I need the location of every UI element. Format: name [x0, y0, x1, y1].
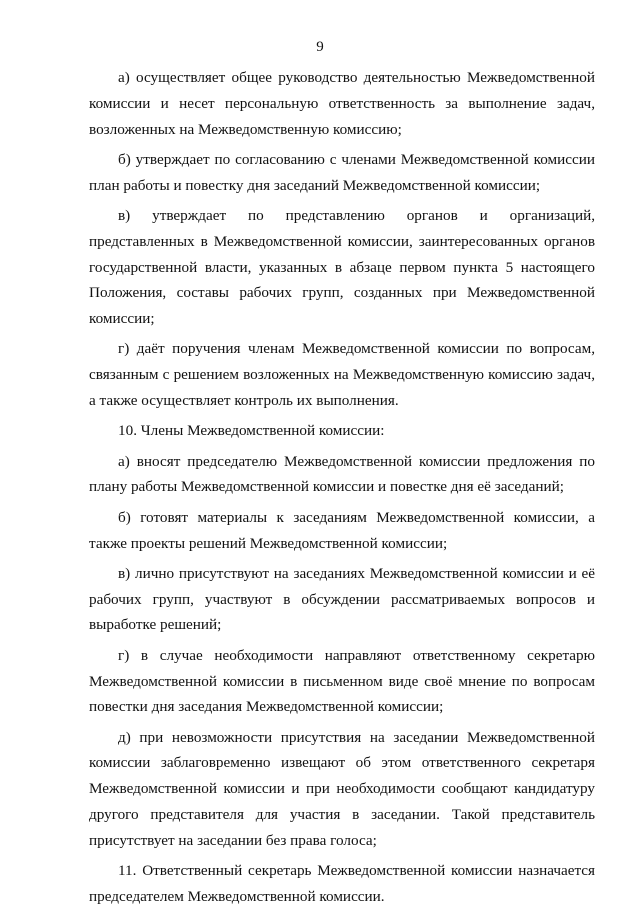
paragraph-9g: г) даёт поручения членам Межведомственной комиссии по вопросам, связанным с решением возложенных на Межведомственную комиссию задач, а также осуществляет контроль их выполнения. — [89, 340, 595, 410]
paragraph-10b: б) готовят материалы к заседаниям Межведомственной комиссии, а также проекты решений Межведомственной комиссии; — [89, 508, 595, 552]
paragraph-10d: д) при невозможности присутствия на заседании Межведомственной комиссии заблаговременно извещают об этом ответственного секретаря Межведомственной комиссии и при необходимости сообщают кандидатуру другого представителя для участия в заседании. Такой представитель присутствует на заседании без права голоса; — [89, 728, 595, 849]
document-body — [89, 65, 595, 914]
page-number: 9 — [316, 39, 324, 55]
paragraph-9a: а) осуществляет общее руководство деятельностью Межведомственной комиссии и несет персональную ответственность за выполнение задач, возложенных на Межведомственную комиссию; — [89, 69, 595, 138]
paragraph-10g: г) в случае необходимости направляют ответственному секретарю Межведомственной комиссии в письменном виде своё мнение по вопросам повестки дня заседания Межведомственной комиссии; — [89, 646, 595, 716]
paragraph-9v: в) утверждает по представлению органов и организаций, представленных в Межведомственной комиссии, заинтересованных органов государственной власти, указанных в абзаце первом пункта 5 настоящего Положения, составы рабочих групп, созданных при Межведомственной комиссии; — [89, 206, 595, 328]
paragraph-10a: а) вносят председателю Межведомственной комиссии предложения по плану работы Межведомственной комиссии и повестке дня её заседаний; — [89, 452, 595, 496]
paragraph-10v: в) лично присутствуют на заседаниях Межведомственной комиссии и её рабочих групп, участвуют в обсуждении рассматриваемых вопросов и выработке решений; — [89, 564, 595, 634]
paragraph-9b: б) утверждает по согласованию с членами Межведомственной комиссии план работы и повестку дня заседаний Межведомственной комиссии; — [89, 150, 595, 194]
section-10-heading: 10. Члены Межведомственной комиссии: — [118, 422, 385, 440]
section-11: 11. Ответственный секретарь Межведомственной комиссии назначается председателем Межведомственной комиссии. — [89, 862, 595, 905]
